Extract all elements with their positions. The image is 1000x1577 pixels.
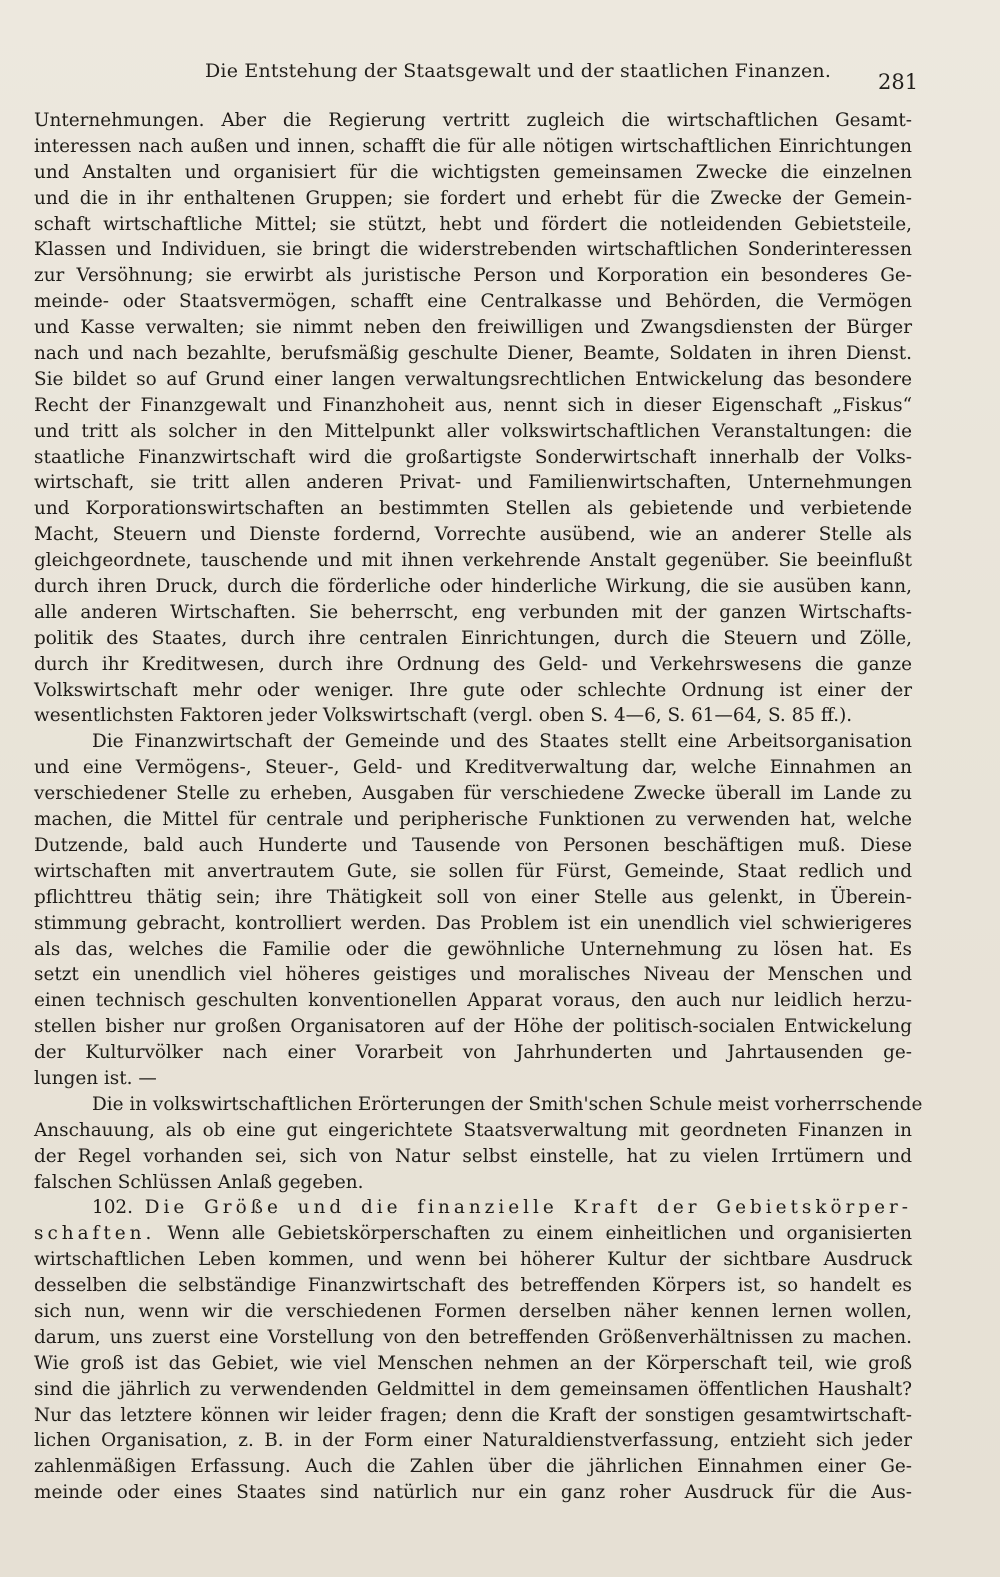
text-line: staatliche Finanzwirtschaft wird die großartigste Sonderwirtschaft innerhalb der Volks-	[34, 446, 912, 468]
text-line: Wenn alle Gebietskörperschaften zu einem einheitlichen und organisierten	[167, 1223, 912, 1245]
text-line: und tritt als solcher in den Mittelpunkt aller volkswirtschaftlichen Veranstaltungen: die	[34, 420, 912, 442]
text-line: Recht der Finanzgewalt und Finanzhoheit aus, nennt sich in dieser Eigenschaft „Fiskus“	[34, 394, 912, 416]
text-line: und eine Vermögens-, Steuer-, Geld- und Kreditverwaltung dar, welche Einnahmen an	[34, 757, 912, 779]
text-line: meinde- oder Staatsvermögen, schafft eine Centralkasse und Behörden, die Vermögen	[34, 291, 912, 313]
text-line: Klassen und Individuen, sie bringt die widerstrebenden wirtschaftlichen Sonderinteressen	[34, 239, 912, 261]
paragraph-lines	[34, 1247, 912, 1506]
text-line: und Anstalten und organisiert für die wichtigsten gemeinsamen Zwecke die einzelnen	[34, 161, 912, 183]
section-heading-end: schaften.	[34, 1223, 156, 1245]
text-line: durch ihren Druck, durch die förderliche oder hinderliche Wirkung, die sie ausüben kann,	[34, 576, 912, 598]
text-line: wirtschaftlichen Leben kommen, und wenn bei höherer Kultur der sichtbare Ausdruck	[34, 1249, 912, 1271]
text-line: durch ihr Kreditwesen, durch ihre Ordnung des Geld- und Verkehrswesens die ganze	[34, 653, 912, 675]
section-heading-line	[34, 1195, 912, 1221]
text-line: pflichttreu thätig sein; ihre Thätigkeit soll von einer Stelle aus gelenkt, in Überein-	[34, 886, 912, 908]
text-line: wirtschaft, sie tritt allen anderen Privat- und Familienwirtschaften, Unternehmungen	[34, 472, 912, 494]
text-line: Anschauung, als ob eine gut eingerichtete Staatsverwaltung mit geordneten Finanzen in	[34, 1119, 912, 1141]
text-line: wesentlichsten Faktoren jeder Volkswirtschaft (vergl. oben S. 4—6, S. 61—64, S. 85 ff.).	[34, 705, 853, 727]
text-line: falschen Schlüssen Anlaß gegeben.	[34, 1171, 364, 1193]
page-number: 281	[878, 70, 919, 94]
text-line: darum, uns zuerst eine Vorstellung von den betreffenden Größenverhältnissen zu machen.	[34, 1326, 912, 1348]
text-line: setzt ein unendlich viel höheres geistiges und moralisches Niveau der Menschen und	[34, 964, 912, 986]
text-line: als das, welches die Familie oder die gewöhnliche Unternehmung zu lösen hat. Es	[34, 938, 912, 960]
text-line: wirtschaften mit anvertrautem Gute, sie sollen für Fürst, Gemeinde, Staat redlich und	[34, 860, 912, 882]
text-line: und die in ihr enthaltenen Gruppen; sie fordert und erhebt für die Zwecke der Gemein-	[34, 187, 912, 209]
text-line: meinde oder eines Staates sind natürlich nur ein ganz roher Ausdruck für die Aus-	[34, 1482, 912, 1504]
text-line: sind die jährlich zu verwendenden Geldmittel in dem gemeinsamen öffentlichen Haushalt?	[34, 1378, 912, 1400]
text-line: desselben die selbständige Finanzwirtschaft des betreffenden Körpers ist, so handelt es	[34, 1275, 912, 1297]
running-head: Die Entstehung der Staatsgewalt und der staatlichen Finanzen.	[205, 60, 832, 82]
text-line: und Korporationswirtschaften an bestimmten Stellen als gebietende und verbietende	[34, 498, 912, 520]
text-line: lungen ist. —	[34, 1067, 157, 1089]
section-number: 102.	[92, 1197, 133, 1219]
text-line: verschiedener Stelle zu erheben, Ausgaben für verschiedene Zwecke überall im Lande zu	[34, 783, 912, 805]
section-heading-line	[34, 1221, 912, 1247]
text-line: stimmung gebracht, kontrolliert werden. Das Problem ist ein unendlich viel schwierigeres	[34, 912, 912, 934]
paragraph	[34, 1092, 923, 1196]
text-line: interessen nach außen und innen, schafft die für alle nötigen wirtschaftlichen Einrichtungen	[34, 135, 912, 157]
text-line: der Kulturvölker nach einer Vorarbeit von Jahrhunderten und Jahrtausenden ge-	[34, 1042, 912, 1064]
text-line: zur Versöhnung; sie erwirbt als juristische Person und Korporation ein besonderes Ge-	[34, 265, 912, 287]
text-line: lichen Organisation, z. B. in der Form einer Naturaldienstverfassung, entzieht sich jeder	[34, 1430, 912, 1452]
text-line: gleichgeordnete, tauschende und mit ihnen verkehrende Anstalt gegenüber. Sie beeinflußt	[34, 550, 912, 572]
text-line: Die in volkswirtschaftlichen Erörterungen der Smith'schen Schule meist vorherrschende	[92, 1093, 923, 1115]
text-line: nach und nach bezahlte, berufsmäßig geschulte Diener, Beamte, Soldaten in ihren Dienst.	[34, 343, 912, 365]
paragraph	[34, 108, 912, 729]
text-line: alle anderen Wirtschaften. Sie beherrscht, eng verbunden mit der ganzen Wirtschafts-	[34, 601, 912, 623]
text-line: schaft wirtschaftliche Mittel; sie stützt, hebt und fördert die notleidenden Gebietsteile,	[34, 213, 912, 235]
text-line: Die Finanzwirtschaft der Gemeinde und des Staates stellt eine Arbeitsorganisation	[92, 731, 912, 753]
text-line: Nur das letztere können wir leider fragen; denn die Kraft der sonstigen gesamtwirtschaft-	[34, 1404, 912, 1426]
text-line: Unternehmungen. Aber die Regierung vertritt zugleich die wirtschaftlichen Gesamt-	[34, 110, 912, 131]
section-paragraph	[34, 1195, 912, 1506]
text-line: Wie groß ist das Gebiet, wie viel Menschen nehmen an der Körperschaft teil, wie groß	[34, 1352, 912, 1374]
text-line: zahlenmäßigen Erfassung. Auch die Zahlen über die jährlichen Einnahmen einer Ge-	[34, 1456, 912, 1478]
body-text	[34, 108, 923, 1506]
section-heading: Die Größe und die finanzielle Kraft der Gebietskörper-	[144, 1197, 912, 1219]
paragraph	[34, 729, 912, 1091]
text-line: stellen bisher nur großen Organisatoren auf der Höhe der politisch-socialen Entwickelung	[34, 1016, 912, 1038]
text-line: sich nun, wenn wir die verschiedenen Formen derselben näher kennen lernen wollen,	[34, 1300, 912, 1322]
text-line: der Regel vorhanden sei, sich von Natur selbst einstelle, hat zu vielen Irrtümern und	[34, 1145, 912, 1167]
text-line: politik des Staates, durch ihre centralen Einrichtungen, durch die Steuern und Zölle,	[34, 627, 912, 649]
text-line: machen, die Mittel für centrale und peripherische Funktionen zu verwenden hat, welche	[34, 809, 912, 831]
text-line: und Kasse verwalten; sie nimmt neben den freiwilligen und Zwangsdiensten der Bürger	[34, 317, 912, 339]
text-line: einen technisch geschulten konventionellen Apparat voraus, den auch nur leidlich herzu-	[34, 990, 912, 1012]
text-line: Sie bildet so auf Grund einer langen verwaltungsrechtlichen Entwickelung das besondere	[34, 368, 912, 390]
text-line: Volkswirtschaft mehr oder weniger. Ihre gute oder schlechte Ordnung ist einer der	[34, 679, 912, 701]
text-line: Dutzende, bald auch Hunderte und Tausende von Personen beschäftigen muß. Diese	[34, 834, 912, 856]
text-line: Macht, Steuern und Dienste fordernd, Vorrechte ausübend, wie an anderer Stelle als	[34, 524, 912, 546]
